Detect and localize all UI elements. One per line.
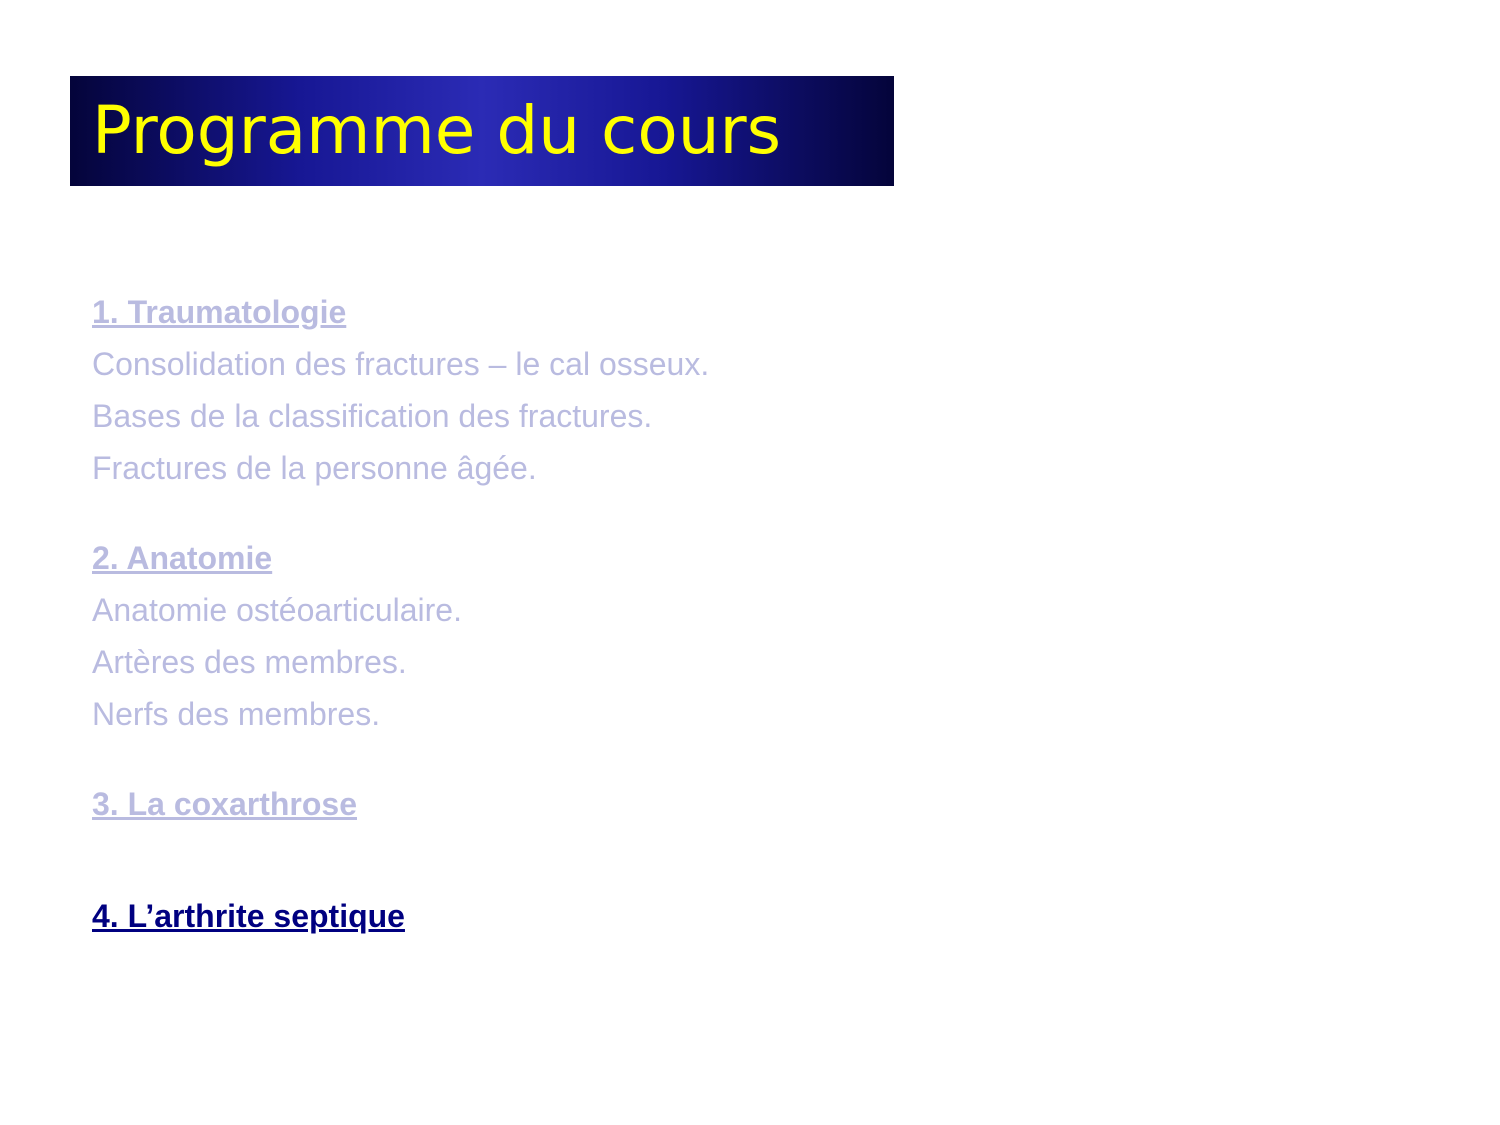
section-heading-2: 2. Anatomie xyxy=(92,540,273,576)
section-anatomie xyxy=(92,542,1412,730)
slide-body xyxy=(92,296,1412,932)
spacer xyxy=(92,678,1412,698)
section-traumatologie xyxy=(92,296,1412,484)
spacer xyxy=(92,380,1412,400)
section-2-line-1: Anatomie ostéoarticulaire. xyxy=(92,592,462,628)
spacer xyxy=(92,574,1412,594)
spacer xyxy=(92,432,1412,452)
page-title: Programme du cours xyxy=(92,92,782,169)
section-heading-4: 4. L’arthrite septique xyxy=(92,898,405,934)
spacer xyxy=(92,484,1412,542)
spacer xyxy=(92,626,1412,646)
section-1-line-1: Consolidation des fractures – le cal osseux. xyxy=(92,346,710,382)
section-coxarthrose xyxy=(92,788,1412,820)
section-2-line-2: Artères des membres. xyxy=(92,644,407,680)
section-heading-3: 3. La coxarthrose xyxy=(92,786,357,822)
section-arthrite-septique xyxy=(92,900,1412,932)
section-1-line-2: Bases de la classification des fractures. xyxy=(92,398,653,434)
section-1-line-3: Fractures de la personne âgée. xyxy=(92,450,537,486)
spacer xyxy=(92,328,1412,348)
slide-title-banner xyxy=(70,76,894,186)
spacer xyxy=(92,820,1412,880)
spacer xyxy=(92,880,1412,900)
section-2-line-3: Nerfs des membres. xyxy=(92,696,381,732)
section-heading-1: 1. Traumatologie xyxy=(92,294,347,330)
spacer xyxy=(92,730,1412,788)
